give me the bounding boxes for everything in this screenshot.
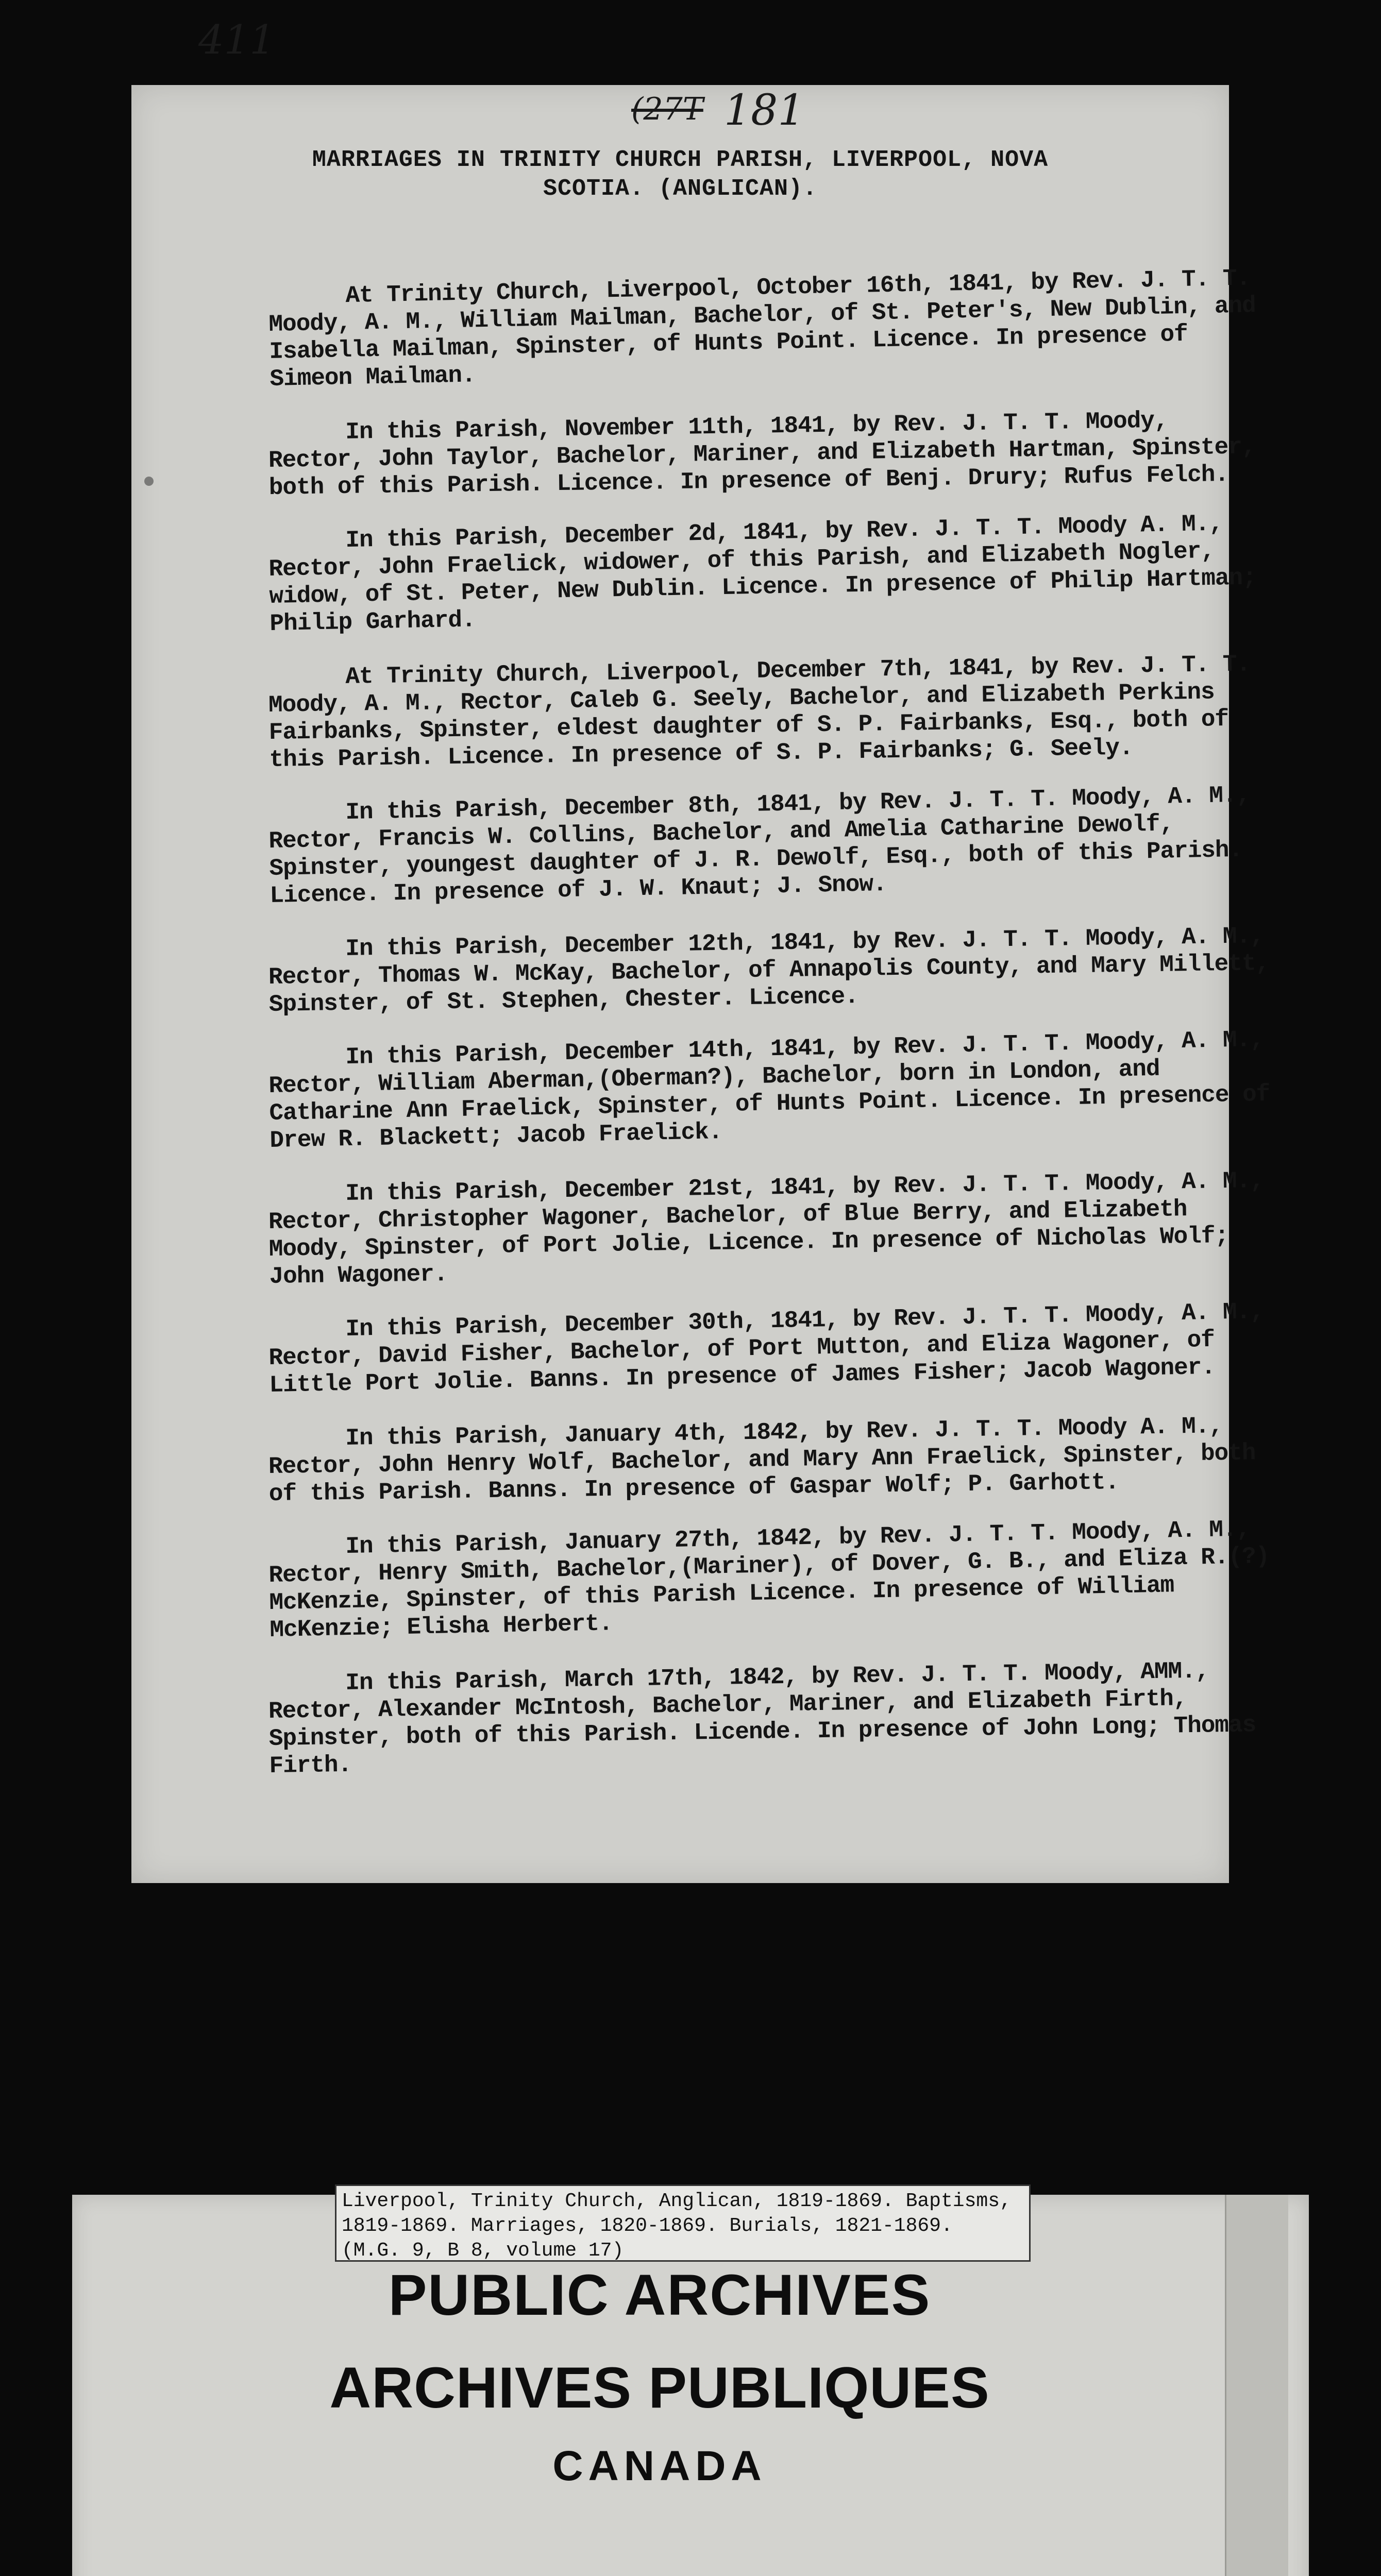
punch-hole-mark <box>144 477 154 486</box>
reference-line-3: (M.G. 9, B 8, volume 17) <box>342 2240 624 2262</box>
typed-register-page <box>131 17 1270 1883</box>
marriage-entry: At Trinity Church, Liverpool, December 7th, 1841, by Rev. J. T. T. Moody, A. M., Rector, Caleb G. Seely, Bachelor, and Elizabeth Perkins Fairbanks, Spinster, eldest daughter of S. P. Fairbanks, Esq., both of this Parish. Licence. In presence of S. P. Fairbanks; G. Seely. <box>268 651 1251 773</box>
archive-title-english: PUBLIC ARCHIVES <box>388 2263 931 2327</box>
archive-title-french: ARCHIVES PUBLIQUES <box>329 2355 990 2420</box>
marriage-entry: In this Parish, December 2d, 1841, by Rev. J. T. T. Moody A. M., Rector, John Fraelick, widower, of this Parish, and Elizabeth Nogler, widow, of St. Peter, New Dublin. Licence. In presence of Philip Hartman; Philip Garhard. <box>268 510 1257 637</box>
archive-target-card <box>72 2190 1309 2576</box>
heading-line-1: MARRIAGES IN TRINITY CHURCH PARISH, LIVERPOOL, NOVA <box>312 147 1049 173</box>
collection-reference-label <box>335 2184 1031 2262</box>
handwritten-folio-number: 411 <box>198 17 275 63</box>
marriage-entry: In this Parish, March 17th, 1842, by Rev. J. T. T. Moody, AMM., Rector, Alexander McIntosh, Bachelor, Mariner, and Elizabeth Firth, Spinster, both of this Parish. Licende. In presence of John Long; Thomas Firth. <box>268 1657 1256 1780</box>
struck-page-number: (27T <box>631 91 703 127</box>
marriage-entries <box>268 260 1273 1807</box>
marriage-entry: In this Parish, December 12th, 1841, by Rev. J. T. T. Moody, A. M., Rector, Thomas W. McKay, Bachelor, of Annapolis County, and Mary Millett, Spinster, of St. Stephen, Chester. Licence. <box>268 923 1270 1018</box>
page-heading <box>131 146 1229 204</box>
marriage-entry: In this Parish, November 11th, 1841, by Rev. J. T. T. Moody, Rector, John Taylor, Bachelor, Mariner, and Elizabeth Hartman, Spinster, both of this Parish. Licence. In presence of Benj. Drury; Rufus Felch. <box>268 407 1256 501</box>
reference-line-2: 1819-1869. Marriages, 1820-1869. Burials, 1821-1869. <box>342 2215 953 2237</box>
marriage-entry: In this Parish, December 21st, 1841, by Rev. J. T. T. Moody, A. M., Rector, Christopher Wagoner, Bachelor, of Blue Berry, and Elizabeth Moody, Spinster, of Port Jolie, Licence. In presence of Nicholas Wolf; John Wagoner. <box>268 1167 1265 1290</box>
reference-line-1: Liverpool, Trinity Church, Anglican, 1819-1869. Baptisms, <box>342 2190 1012 2212</box>
handwritten-page-number: 181 <box>724 86 805 135</box>
heading-line-2: SCOTIA. (ANGLICAN). <box>543 176 818 202</box>
marriage-entry: In this Parish, January 27th, 1842, by Rev. J. T. T. Moody, A. M., Rector, Henry Smith, Bachelor,(Mariner), of Dover, G. B., and Eliza R.(?) McKenzie, Spinster, of this Parish Licence. In presence of William McKenzie; Elisha Herbert. <box>268 1516 1270 1643</box>
marriage-entry: At Trinity Church, Liverpool, October 16th, 1841, by Rev. J. T. T. Moody, A. M., William Mailman, Bachelor, of St. Peter's, New Dublin, and Isabella Mailman, Spinster, of Hunts Point. Licence. In presence of Simeon Mailman. <box>268 265 1256 393</box>
marriage-entry: In this Parish, December 8th, 1841, by Rev. J. T. T. Moody, A. M., Rector, Francis W. Collins, Bachelor, and Amelia Catharine Dewolf, Spinster, youngest daughter of J. R. Dewolf, Esq., both of this Parish. Licence. In presence of J. W. Knaut; J. Snow. <box>268 782 1251 909</box>
archive-country: CANADA <box>552 2443 767 2489</box>
marriage-entry: In this Parish, December 14th, 1841, by Rev. J. T. T. Moody, A. M., Rector, William Aberman,(Oberman?), Bachelor, born in London, and Catharine Ann Fraelick, Spinster, of Hunts Point. Licence. In presence of Drew R. Blackett; Jacob Fraelick. <box>268 1026 1270 1154</box>
marriage-entry: In this Parish, December 30th, 1841, by Rev. J. T. T. Moody, A. M., Rector, David Fisher, Bachelor, of Port Mutton, and Eliza Wagoner, of Little Port Jolie. Banns. In presence of James Fisher; Jacob Wagoner. <box>268 1298 1265 1399</box>
marriage-entry: In this Parish, January 4th, 1842, by Rev. J. T. T. Moody A. M., Rector, John Henry Wolf, Bachelor, and Mary Ann Fraelick, Spinster, both of this Parish. Banns. In presence of Gaspar Wolf; P. Garhott. <box>268 1413 1256 1507</box>
